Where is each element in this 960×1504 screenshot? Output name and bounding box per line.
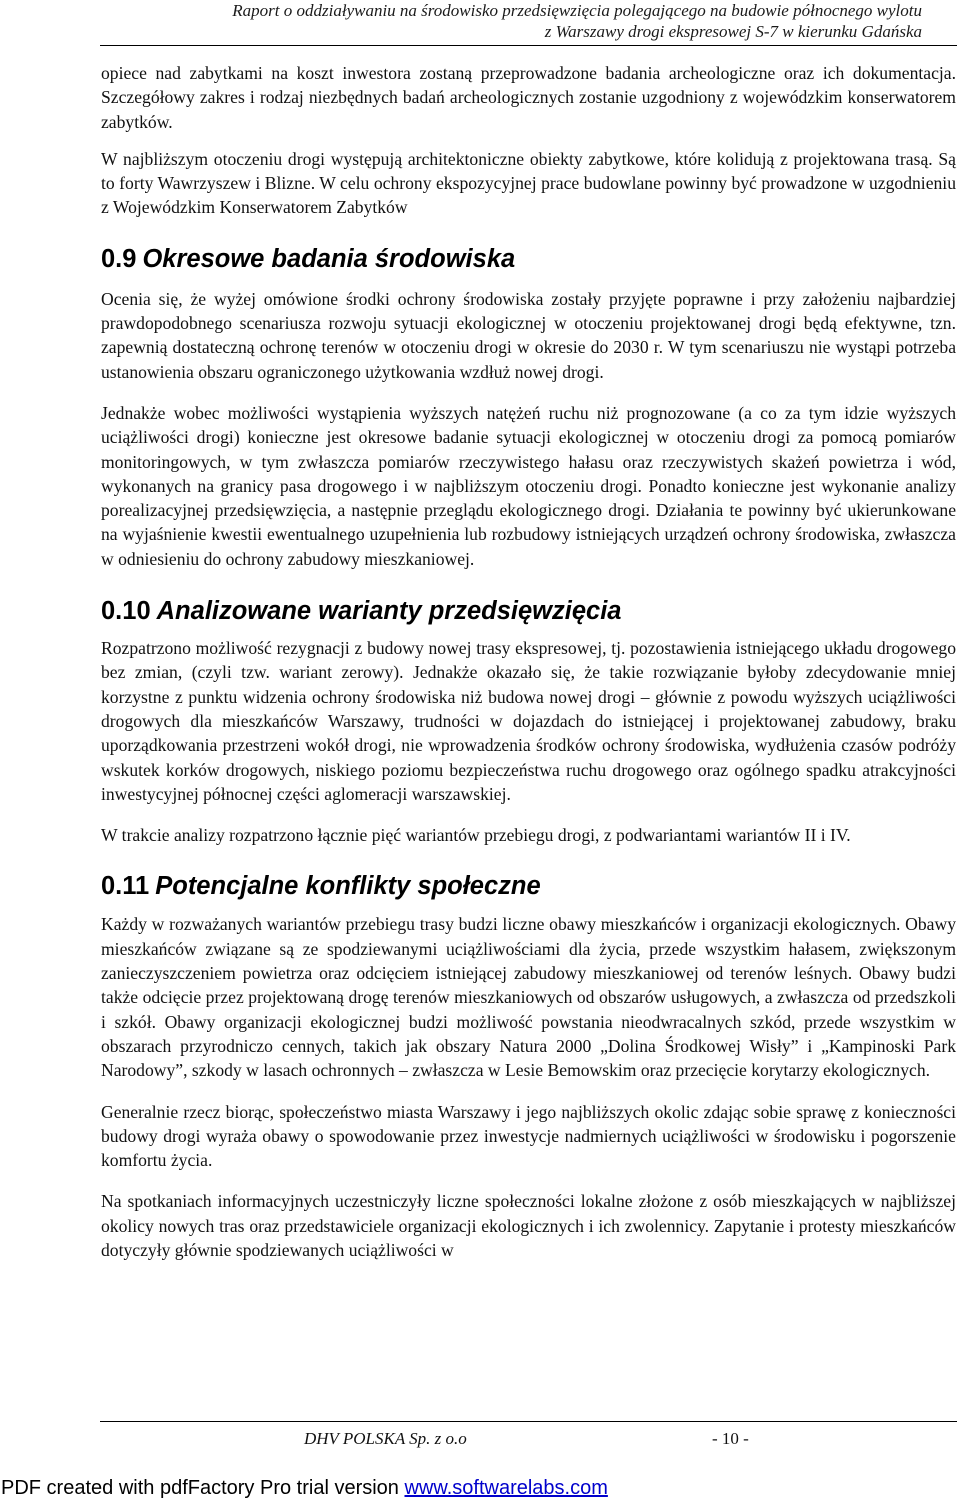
running-header-line2: z Warszawy drogi ekspresowej S-7 w kierunku Gdańska bbox=[544, 22, 922, 41]
paragraph-intro-1: opiece nad zabytkami na koszt inwestora zostaną przeprowadzone badania archeologiczne oraz ich dokumentacja. Szczegółowy zakres i rodzaj niezbędnych badań archeologicznych zostanie uzgodniony z wojewódzkim konserwatorem zabytków. bbox=[101, 63, 956, 132]
running-header-line1: Raport o oddziaływaniu na środowisko przedsięwzięcia polegającego na budowie północnego wylotu bbox=[232, 1, 922, 20]
section-heading-0-9 bbox=[101, 244, 956, 274]
running-header bbox=[100, 0, 922, 42]
section-heading-0-11 bbox=[101, 871, 956, 901]
page-number: - 10 - bbox=[712, 1429, 749, 1448]
header-divider bbox=[100, 45, 957, 46]
paragraph-0-9-2: Jednakże wobec możliwości wystąpienia wyższych natężeń ruchu niż prognozowane (a co za tym idzie wyższych uciążliwości drogi) konieczne jest okresowe badanie sytuacji ekologicznej w otoczeniu drogi za pomocą pomiarów monitoringowych, w tym zwłaszcza pomiarów rzeczywistego hałasu oraz rzeczywistych skażeń powietrza i wód, wykonanych na granicy pasa drogowego i w najbliższym otoczeniu drogi. Ponadto konieczne jest wykonanie analizy porealizacyjnej przedsięwzięcia, a następnie przeglądu ekologicznego drogi. Działania te powinny być ukierunkowane na wyjaśnienie kwestii ewentualnego uzupełnienia lub rozbudowy istniejących urządzeń ochrony środowiska, zwłaszcza w odniesieniu do ochrony zabudowy mieszkaniowej. bbox=[101, 402, 956, 569]
section-title: Analizowane warianty przedsięwzięcia bbox=[156, 597, 622, 626]
paragraph-intro-2: W najbliższym otoczeniu drogi występują architektoniczne obiekty zabytkowe, które kolidują z projektowana trasą. Są to forty Wawrzyszew i Blizne. W celu ochrony ekspozycyjnej prace budowlane powinny być prowadzone w uzgodnieniu z Wojewódzkim Konserwatorem Zabytków bbox=[101, 148, 956, 218]
paragraph-0-10-1: Rozpatrzono możliwość rezygnacji z budowy nowej trasy ekspresowej, tj. pozostawienia istniejącego układu drogowego bez zmian, (czyli tzw. wariant zerowy). Jednakże okazało się, że takie rozwiązanie byłoby zdecydowanie mniej korzystne z punktu widzenia ochrony środowiska niż budowa nowej drogi – głównie z powodu wyższych uciążliwości drogowych dla mieszkańców Warszawy, trudności w dojazdach do istniejącej i projektowanej zabudowy, braku uporządkowania przestrzeni wokół drogi, nie wprowadzenia środków ochrony środowiska, wydłużenia czasów podróży wskutek korków drogowych, niskiego poziomu bezpieczeństwa ruchu drogowego oraz ogólnego spadku atrakcyjności inwestycyjnej północnej części aglomeracji warszawskiej. bbox=[101, 638, 956, 804]
pdf-trial-banner bbox=[1, 1475, 608, 1501]
pdf-banner-text: PDF created with pdfFactory Pro trial version bbox=[1, 1477, 405, 1499]
footer-company: DHV POLSKA Sp. z o.o bbox=[304, 1429, 467, 1448]
footer-divider bbox=[100, 1421, 957, 1422]
section-number: 0.11 bbox=[101, 872, 150, 901]
page-body bbox=[101, 61, 956, 1262]
paragraph-0-11-3: Na spotkaniach informacyjnych uczestniczyły liczne społeczności lokalne złożone z osób mieszkających w najbliższej okolicy nowych tras oraz przedstawiciele organizacji ekologicznych i ich zwolennicy. Zapytanie i protesty mieszkańców dotyczyły głównie spodziewanych uciążliwości w bbox=[101, 1191, 956, 1260]
section-number: 0.10 bbox=[101, 597, 151, 626]
section-number: 0.9 bbox=[101, 244, 137, 273]
section-title: Okresowe badania środowiska bbox=[142, 244, 516, 273]
section-title: Potencjalne konflikty społeczne bbox=[155, 872, 541, 901]
softwarelabs-link[interactable]: www.softwarelabs.com bbox=[404, 1477, 608, 1499]
section-heading-0-10 bbox=[101, 596, 956, 626]
paragraph-0-10-2: W trakcie analizy rozpatrzono łącznie pięć wariantów przebiegu drogi, z podwariantami wariantów II i IV. bbox=[101, 825, 851, 846]
paragraph-0-9-1: Ocenia się, że wyżej omówione środki ochrony środowiska zostały przyjęte poprawne i przy założeniu najbardziej prawdopodobnego scenariusza rozwoju sytuacji ekologicznej w otoczeniu projektowanej drogi będą efektywne, tzn. zapewnią dostateczną ochronę terenów w otoczeniu drogi w okresie do 2030 r. W tym scenariuszu nie wystąpi potrzeba ustanowienia obszaru ograniczonego użytkowania wzdłuż nowej drogi. bbox=[101, 288, 956, 382]
paragraph-0-11-2: Generalnie rzecz biorąc, społeczeństwo miasta Warszawy i jego najbliższych okolic zdając sobie sprawę z konieczności budowy drogi wyraża obawy o spowodowanie przez inwestycje nadmiernych uciążliwości w środowisku i pogorszenie komfortu życia. bbox=[101, 1101, 956, 1171]
paragraph-0-11-1: Każdy w rozważanych wariantów przebiegu trasy budzi liczne obawy mieszkańców i organizacji ekologicznych. Obawy mieszkańców związane są ze spodziewanymi uciążliwościami dla życia, przede wszystkim hałasem, zwiększonym zanieczyszczeniem powietrza oraz odcięciem istniejącej zabudowy mieszkaniowej od terenów leśnych. Obawy budzi także odcięcie przez projektowaną drogę terenów mieszkaniowych od obszarów usługowych, a zwłaszcza od przedszkoli i szkół. Obawy organizacji ekologicznej budzi możliwość powstania nieodwracalnych szkód, przede wszystkim w obszarach przyrodniczo cennych, takich jak obszary Natura 2000 „Dolina Środkowej Wisły” i „Kampinoski Park Narodowy”, szkody w lasach ochronnych – zwłaszcza w Lesie Bemowskim oraz przecięcie korytarzy ekologicznych. bbox=[101, 914, 956, 1081]
